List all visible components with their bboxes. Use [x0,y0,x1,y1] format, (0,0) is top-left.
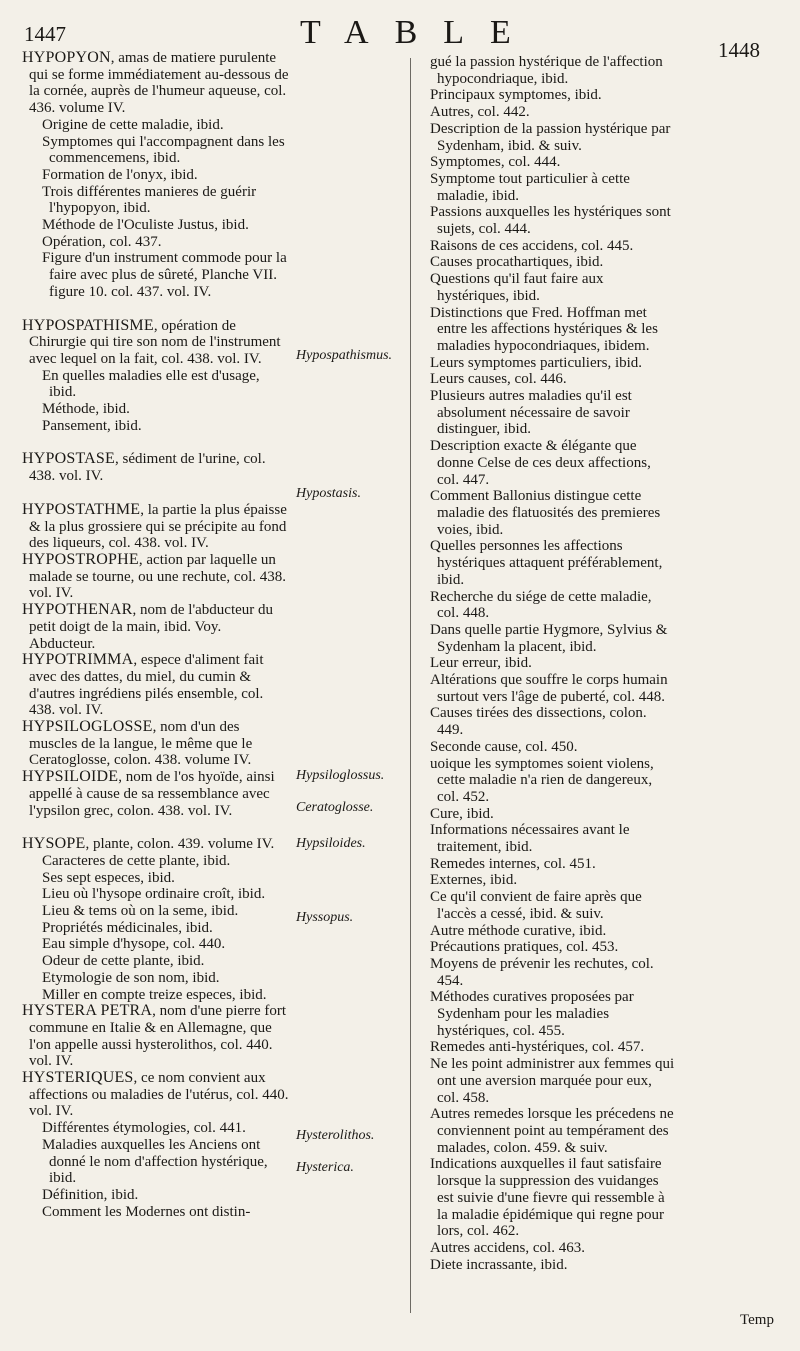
headword: HYSOPE [22,835,86,853]
entry-main-line [22,502,290,552]
sub-entry: Leur erreur, ibid. [430,655,532,672]
sub-entry: Causes procathartiques, ibid. [430,254,604,271]
sub-entry: Odeur de cette plante, ibid. [42,953,205,970]
left-column [22,50,290,1220]
entry-main-line [22,836,290,853]
sub-entry: Ne les point administrer aux femmes qui ont une aversion marquée pour eux, col. 458. [430,1056,675,1106]
margin-note: Ceratoglosse. [296,800,374,815]
running-title: TABLE [300,14,537,51]
sub-entry: Propriétés médicinales, ibid. [42,919,213,936]
sub-entry: Maladies auxquelles les Anciens ont donné le nom d'affection hystérique, ibid. [42,1136,268,1187]
entry-main-line [22,552,290,602]
index-entry [22,502,290,552]
sub-entry: Leurs symptomes particuliers, ibid. [430,354,643,371]
sub-entry: Ce qu'il convient de faire après que l'accès a cessé, ibid. & suiv. [430,889,642,922]
sub-entry: Lieu où l'hysope ordinaire croît, ibid. [42,886,266,903]
margin-note: Hypostasis. [296,486,361,501]
sub-entry: Opération, col. 437. [42,233,162,250]
sub-entry: Description de la passion hystérique par Sydenham, ibid. & suiv. [430,120,671,154]
sub-entry: uoique les symptomes soient violens, cette maladie n'a rien de dangereux, col. 452. [430,755,654,805]
sub-entry: Principaux symptomes, ibid. [430,87,602,104]
sub-entry: Cure, ibid. [430,805,494,822]
sub-entry: Raisons de ces accidens, col. 445. [430,237,634,254]
sub-entry: Quelles personnes les affections hystériques attaquent préférablement, ibid. [430,538,663,588]
sub-entry: Remedes internes, col. 451. [430,855,596,872]
entry-main-line [22,318,290,368]
sub-entry: Altérations que souffre le corps humain surtout vers l'âge de puberté, col. 448. [430,672,668,705]
sub-entry: Symptomes, col. 444. [430,154,561,171]
headword: HYSTERA PETRA [22,1002,153,1020]
sub-entry: Miller en compte treize especes, ibid. [42,986,267,1003]
sub-entry: Distinctions que Fred. Hoffman met entre les affections hystériques & les maladies hypocondriaques, ibidem. [430,304,658,354]
entry-definition: , nom d'une pierre fort commune en Italie & en Allemagne, que l'on appelle aussi hysterolithos, col. 440. vol. IV. [29,1003,287,1070]
entry-main-line [22,602,290,652]
sub-entry: Etymologie de son nom, ibid. [42,969,220,986]
sub-entry: Autres accidens, col. 463. [430,1239,585,1256]
entry-main-line [22,451,290,484]
margin-note: Hypsiloides. [296,836,366,851]
headword: HYPSILOIDE [22,768,119,786]
entry-definition: , plante, colon. 439. volume IV. [85,836,275,853]
entry-spacer [22,434,290,451]
headword: HYPOTRIMMA [22,651,134,669]
entry-definition: , sédiment de l'urine, col. 438. vol. IV. [29,451,266,485]
entry-main-line [22,769,290,819]
sub-entry: Description exacte & élégante que donne Celse de ces deux affections, col. 447. [430,438,651,488]
sub-entry: Indications auxquelles il faut satisfaire lorsque la suppression des vuidanges est suivie d'une fievre qui ressemble à la maladie épidémique qui regne pour lors, col. 462. [430,1156,665,1240]
entry-definition: , amas de matiere purulente qui se forme immédiatement au-dessous de la cornée, auprès de l'humeur aqueuse, col. 436. volume IV. [29,50,289,117]
sub-entry: Plusieurs autres maladies qu'il est absolument nécessaire de savoir distinguer, ibid. [430,388,632,438]
margin-note: Hypospathismus. [296,348,393,363]
entry-main-line [22,1070,290,1120]
index-entry [22,602,290,652]
headword: HYPSILOGLOSSE [22,718,153,736]
sub-entry: Questions qu'il faut faire aux hystériques, ibid. [430,271,604,304]
sub-entry: Causes tirées des dissections, colon. 449. [430,705,647,739]
headword: HYSTERIQUES [22,1069,134,1087]
sub-entry: Ses sept especes, ibid. [42,869,175,886]
entry-definition: , opération de Chirurgie qui tire son nom de l'instrument avec lequel on la fait, col. 438. vol. IV. [29,317,281,367]
sub-entry: Autres, col. 442. [430,104,530,121]
headword: HYPOTHENAR [22,601,133,619]
entry-main-line [22,1003,290,1070]
sub-entry: Autre méthode curative, ibid. [430,922,607,939]
index-entry [22,1003,290,1070]
sub-entry: Symptomes qui l'accompagnent dans les commencemens, ibid. [42,133,285,167]
entry-spacer [22,819,290,836]
sub-entry: Dans quelle partie Hygmore, Sylvius & Sydenham la placent, ibid. [430,621,668,655]
sub-entry: Seconde cause, col. 450. [430,738,578,755]
sub-entry: Moyens de prévenir les rechutes, col. 454. [430,955,654,989]
entry-spacer [22,485,290,502]
index-entry [22,552,290,602]
page-number-right: 1448 [718,38,760,62]
sub-entry: Informations nécessaires avant le traitement, ibid. [430,822,630,856]
index-entry [22,50,290,301]
sub-entry: Externes, ibid. [430,872,518,889]
entry-main-line [22,652,290,719]
sub-entry: Leurs causes, col. 446. [430,371,567,388]
sub-entry: Méthodes curatives proposées par Sydenham pour les maladies hystériques, col. 455. [430,989,634,1039]
index-entry [22,769,290,819]
sub-entry: gué la passion hystérique de l'affection hypocondriaque, ibid. [430,54,663,87]
margin-note: Hyssopus. [296,910,354,925]
margin-note: Hysterolithos. [296,1128,375,1143]
index-entry [22,652,290,719]
headword: HYPOSTROPHE [22,550,139,568]
entry-definition: , espece d'aliment fait avec des dattes, du miel, du cumin & d'autres ingrédiens pilés ensemble, col. 438. vol. IV. [29,652,264,719]
sub-entry: Eau simple d'hysope, col. 440. [42,936,226,953]
sub-entry: Pansement, ibid. [42,417,142,434]
headword: HYPOSTASE [22,450,115,468]
page-number-left: 1447 [24,22,66,46]
sub-entry: Origine de cette maladie, ibid. [42,116,224,133]
sub-entry: Définition, ibid. [42,1187,139,1203]
entry-main-line [22,50,290,117]
sub-entry: Remedes anti-hystériques, col. 457. [430,1039,645,1056]
margin-note: Hysterica. [296,1160,354,1175]
entry-spacer [22,301,290,318]
sub-entry: Différentes étymologies, col. 441. [42,1120,246,1137]
margin-note: Hypsiloglossus. [296,768,385,783]
sub-entry: Méthode de l'Oculiste Justus, ibid. [42,217,249,234]
entry-definition: , nom d'un des muscles de la langue, le même que le Ceratoglosse, colon. 438. volume IV. [29,719,253,769]
index-entry [22,318,290,435]
catchword: Temp [740,1312,774,1328]
entry-main-line [22,719,290,769]
sub-entry: Comment les Modernes ont distin- [42,1203,251,1220]
sub-entry: Comment Ballonius distingue cette maladie des flatuosités des premieres voies, ibid. [430,488,661,538]
sub-entry: Figure d'un instrument commode pour la faire avec plus de sûreté, Planche VII. figure 10. col. 437. vol. IV. [42,250,287,300]
index-entry [22,836,290,1003]
sub-entry: Formation de l'onyx, ibid. [42,166,198,183]
sub-entry: Autres remedes lorsque les précedens ne conviennent point au tempérament des malades, colon. 459. & suiv. [430,1106,674,1156]
entry-definition: , la partie la plus épaisse & la plus grossiere qui se précipite au fond des liqueurs, col. 438. vol. IV. [29,501,287,552]
entry-definition: , nom de l'abducteur du petit doigt de la main, ibid. Voy. Abducteur. [29,602,274,652]
sub-entry: Symptome tout particulier à cette maladie, ibid. [430,170,630,204]
sub-entry: Recherche du siége de cette maladie, col. 448. [430,588,652,622]
right-column [430,54,676,1273]
column-divider [410,58,411,1313]
sub-entry: Passions auxquelles les hystériques sont sujets, col. 444. [430,204,671,238]
index-entry [22,451,290,484]
sub-entry: Caracteres de cette plante, ibid. [42,852,231,869]
index-entry [22,1070,290,1220]
entry-definition: , ce nom convient aux affections ou maladies de l'utérus, col. 440. vol. IV. [29,1070,289,1120]
entry-definition: , action par laquelle un malade se tourne, ou une rechute, col. 438. vol. IV. [29,551,286,602]
sub-entry: En quelles maladies elle est d'usage, ibid. [42,367,260,401]
sub-entry: Lieu & tems où on la seme, ibid. [42,903,239,920]
sub-entry: Précautions pratiques, col. 453. [430,939,619,956]
headword: HYPOPYON [22,49,111,66]
sub-entry: Diete incrassante, ibid. [430,1256,568,1273]
sub-entry: Méthode, ibid. [42,401,130,418]
headword: HYPOSPATHISME [22,316,154,334]
sub-entry: Trois différentes manieres de guérir l'hypopyon, ibid. [42,183,257,217]
entry-definition: , nom de l'os hyoïde, ainsi appellé à cause de sa ressemblance avec l'ypsilon grec, colon. 438. vol. IV. [29,769,275,819]
index-entry [22,719,290,769]
headword: HYPOSTATHME [22,500,141,518]
